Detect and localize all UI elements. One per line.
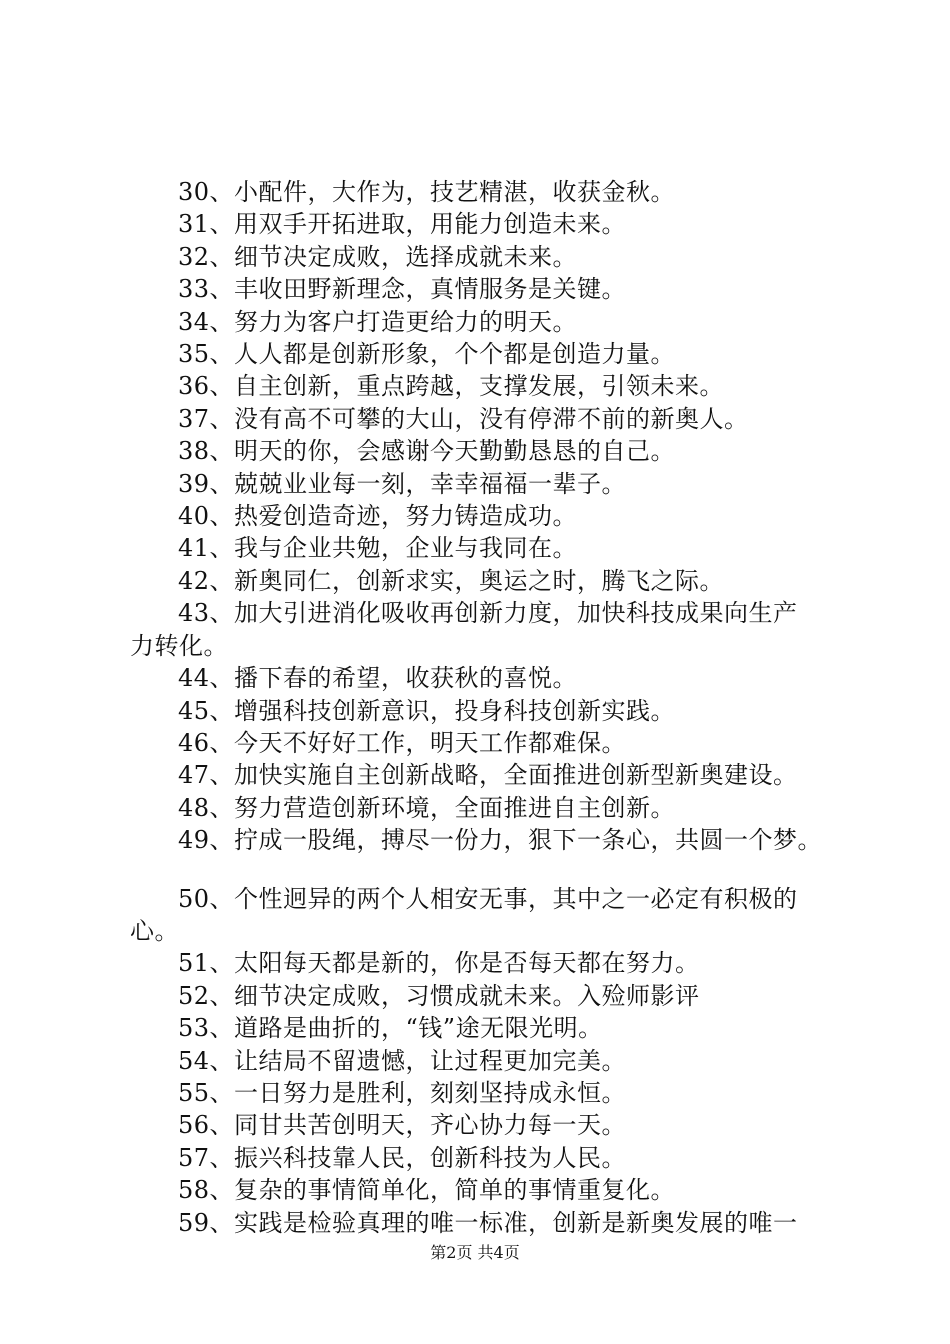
list-item: 42、新奥同仁，创新求实，奥运之时，腾飞之际。 (178, 566, 725, 595)
list-item: 51、太阳每天都是新的，你是否每天都在努力。 (178, 949, 700, 978)
list-item: 50、个性迥异的两个人相安无事，其中之一必定有积极的 (178, 884, 798, 913)
list-item: 54、让结局不留遗憾，让过程更加完美。 (178, 1046, 627, 1075)
list-item: 53、道路是曲折的，“钱”途无限光明。 (178, 1014, 603, 1043)
list-item: 52、细节决定成败，习惯成就未来。入殓师影评 (178, 981, 700, 1010)
list-item: 34、努力为客户打造更给力的明天。 (178, 307, 578, 336)
list-item: 30、小配件，大作为，技艺精湛，收获金秋。 (178, 178, 676, 206)
page-footer: 第2页 共4页 (430, 1243, 520, 1262)
list-item: 35、人人都是创新形象，个个都是创造力量。 (178, 340, 676, 369)
list-item-continuation: 心。 (130, 916, 179, 945)
list-item: 47、加快实施自主创新战略，全面推进创新型新奥建设。 (178, 761, 798, 790)
list-item: 37、没有高不可攀的大山，没有停滞不前的新奥人。 (178, 404, 749, 433)
list-item: 56、同甘共苦创明天，齐心协力每一天。 (178, 1111, 627, 1140)
list-item: 36、自主创新，重点跨越，支撑发展，引领未来。 (178, 372, 725, 401)
list-item: 44、播下春的希望，收获秋的喜悦。 (178, 664, 578, 693)
list-item: 58、复杂的事情简单化，简单的事情重复化。 (178, 1176, 676, 1205)
list-item: 49、拧成一股绳，搏尽一份力，狠下一条心，共圆一个梦。 (178, 826, 823, 855)
list-item: 32、细节决定成败，选择成就未来。 (178, 242, 578, 271)
list-item: 41、我与企业共勉，企业与我同在。 (178, 534, 578, 563)
list-item: 40、热爱创造奇迹，努力铸造成功。 (178, 502, 578, 531)
list-item: 46、今天不好好工作，明天工作都难保。 (178, 728, 627, 757)
list-item: 43、加大引进消化吸收再创新力度，加快科技成果向生产 (178, 599, 798, 628)
list-item: 57、振兴科技靠人民，创新科技为人民。 (178, 1143, 627, 1172)
slogan-list (130, 176, 845, 1239)
list-item: 38、明天的你，会感谢今天勤勤恳恳的自己。 (178, 437, 676, 466)
list-item: 48、努力营造创新环境，全面推进自主创新。 (178, 793, 676, 822)
list-item: 31、用双手开拓进取，用能力创造未来。 (178, 210, 627, 239)
list-item: 33、丰收田野新理念，真情服务是关键。 (178, 275, 627, 304)
list-item: 39、兢兢业业每一刻，幸幸福福一辈子。 (178, 469, 627, 498)
list-item: 59、实践是检验真理的唯一标准，创新是新奥发展的唯一 (178, 1208, 798, 1237)
list-item-continuation: 力转化。 (130, 631, 228, 660)
list-item: 45、增强科技创新意识，投身科技创新实践。 (178, 696, 676, 725)
list-item: 55、一日努力是胜利，刻刻坚持成永恒。 (178, 1078, 627, 1107)
